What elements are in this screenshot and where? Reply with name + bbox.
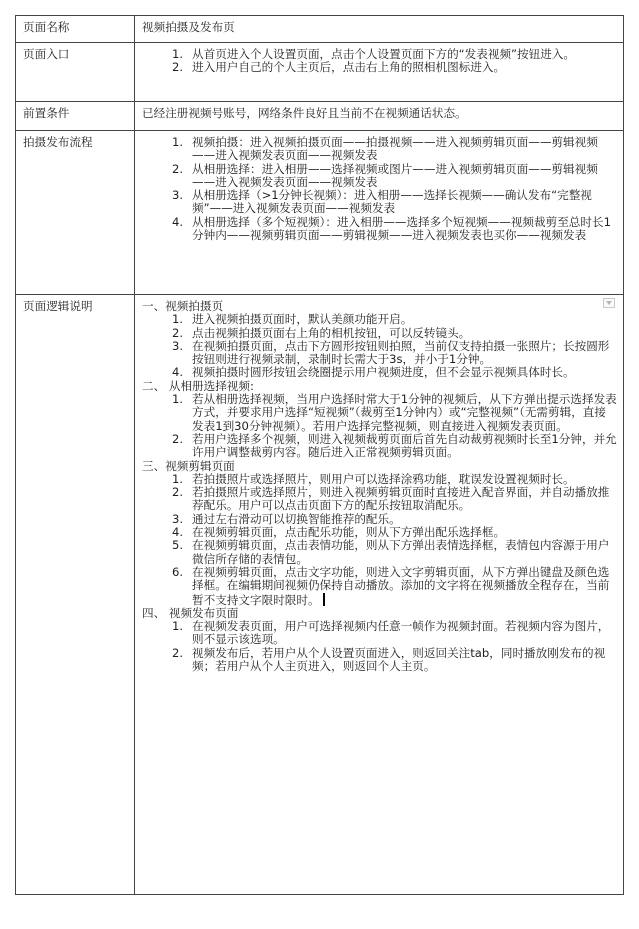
list-item: [142, 313, 617, 326]
section-title: 一、视频拍摄页: [142, 299, 224, 313]
section-list: [142, 313, 617, 379]
list-item: [142, 526, 617, 539]
label-logic: 页面逻辑说明: [16, 295, 135, 895]
list-number: 1.: [172, 471, 184, 486]
list-number: 2.: [172, 645, 184, 660]
list-number: 4.: [172, 365, 184, 380]
row-precondition: [16, 102, 624, 131]
list-text: 在视频发表页面，用户可选择视频内任意一帧作为视频封面。若视频内容为图片，则不显示该选项。: [192, 619, 610, 647]
list-number: 4.: [172, 525, 184, 540]
list-text: 若用户选择多个视频，则进入视频裁剪页面后首先自动裁剪视频时长至1分钟，并允许用户调整裁剪内容。随后进入正常视频剪辑页面。: [192, 431, 617, 460]
list-item: [142, 189, 617, 216]
chevron-down-icon[interactable]: [603, 298, 615, 308]
list-item: [142, 433, 617, 460]
flow-list: [142, 136, 617, 242]
label-page-entry: 页面入口: [16, 43, 135, 102]
list-number: 1.: [172, 392, 184, 407]
row-page-entry: [16, 43, 624, 102]
list-number: 4.: [172, 214, 184, 229]
list-number: 1.: [172, 619, 184, 634]
list-number: 2.: [172, 161, 184, 176]
list-number: 3.: [172, 511, 184, 526]
section-title: 二、 从相册选择视频:: [142, 378, 254, 393]
list-item: [142, 486, 617, 513]
list-item: [142, 647, 617, 674]
list-item: [142, 216, 617, 243]
list-text: 视频拍摄时圆形按钮会绕圈提示用户视频进度，但不会显示视频具体时长。: [192, 365, 575, 380]
row-logic: [16, 295, 624, 895]
list-number: 2.: [172, 485, 184, 500]
list-number: 3.: [172, 188, 184, 203]
row-page-name: [16, 16, 624, 43]
list-item: [142, 327, 617, 340]
value-logic: [135, 295, 624, 895]
list-text: 在视频剪辑页面，点击文字功能，则进入文字剪辑页面，从下方弹出键盘及颜色选择框。在编辑期间视频仍保持自动播放。添加的文字将在视频播放全程存在，当前暂不支持文字限时限时。: [192, 564, 610, 607]
entry-list: [142, 48, 617, 75]
list-number: 1.: [172, 47, 184, 61]
list-item: [142, 163, 617, 190]
label-precondition: 前置条件: [16, 102, 135, 131]
section-list: [142, 620, 617, 673]
list-number: 1.: [172, 312, 184, 327]
list-number: 2.: [172, 325, 184, 340]
list-text: 若从相册选择视频，当用户选择时常大于1分钟的视频后，从下方弹出提示选择发表方式，并要求用户选择“短视频”（裁剪至1分钟内）或“完整视频”（无需剪辑，直接发表1到30分钟视频）。若用户选择完整视频，则直接进入视频发表页面。: [192, 392, 617, 433]
list-text: 进入用户自己的个人主页后，点击右上角的照相机图标进入。: [192, 60, 506, 75]
label-flow: 拍摄发布流程: [16, 131, 135, 295]
section-list: [142, 393, 617, 459]
value-precondition: 已经注册视频号账号，网络条件良好且当前不在视频通话状态。: [135, 102, 624, 131]
list-item: [142, 340, 617, 367]
list-text: 点击视频拍摄页面右上角的相机按钮，可以反转镜头。: [192, 325, 471, 340]
list-item: [142, 366, 617, 379]
list-text: 从相册选择：进入相册——选择视频或图片——进入视频剪辑页面——剪辑视频——进入视频发表页面——视频发表: [192, 161, 598, 189]
list-text: 若拍摄照片或选择照片，则用户可以选择涂鸦功能，耽误发设置视频时长。: [192, 471, 575, 486]
list-item: [142, 136, 617, 163]
section-list: [142, 473, 617, 607]
list-text: 视频发布后，若用户从个人设置页面进入，则返回关注tab，同时播放刚发布的视频；若用户从个人主页进入，则返回个人主页。: [192, 645, 606, 674]
list-text: 若拍摄照片或选择照片，则进入视频剪辑页面时直接进入配音界面，并自动播放推荐配乐。用户可以点击页面下方的配乐按钮取消配乐。: [192, 485, 610, 513]
list-number: 5.: [172, 538, 184, 553]
list-item: [142, 473, 617, 486]
list-number: 1.: [172, 135, 184, 149]
list-item: [142, 566, 617, 607]
list-text: 在视频拍摄页面，点击下方圆形按钮则拍照，当前仅支持拍摄一张照片；长按圆形按钮则进行视频录制，录制时长需大于3s，并小于1分钟。: [192, 338, 610, 367]
list-text: 视频拍摄：进入视频拍摄页面——拍摄视频——进入视频剪辑页面——剪辑视频——进入视频发表页面——视频发表: [192, 135, 598, 163]
list-item: [142, 61, 617, 74]
row-flow: [16, 131, 624, 295]
list-number: 2.: [172, 60, 184, 75]
spec-table: [15, 15, 624, 895]
value-flow: [135, 131, 624, 295]
list-text: 从首页进入个人设置页面，点击个人设置页面下方的“发表视频”按钮进入。: [192, 47, 576, 61]
list-item: [142, 620, 617, 647]
list-text: 通过左右滑动可以切换智能推荐的配乐。: [192, 511, 401, 526]
list-text: 在视频剪辑页面，点击配乐功能，则从下方弹出配乐选择框。: [192, 525, 506, 540]
list-item: [142, 48, 617, 61]
section-title: 三、视频剪辑页面: [142, 458, 235, 473]
list-text: 从相册选择（多个短视频）：进入相册——选择多个短视频——视频裁剪至总时长1分钟内——视频剪辑页面——剪辑视频——进入视频发表也买你——视频发表: [192, 214, 611, 243]
value-page-entry: [135, 43, 624, 102]
label-page-name: 页面名称: [16, 16, 135, 43]
list-number: 2.: [172, 431, 184, 446]
list-item: [142, 393, 617, 433]
list-text: 在视频剪辑页面，点击表情功能，则从下方弹出表情选择框，表情包内容源于用户微信所存储的表情包。: [192, 538, 610, 566]
list-number: 3.: [172, 338, 184, 353]
list-text: 从相册选择（>1分钟长视频）：进入相册——选择长视频——确认发布“完整视频”——进入视频发表页面——视频发表: [192, 188, 592, 216]
list-item: [142, 513, 617, 526]
text-cursor: [323, 593, 325, 606]
list-item: [142, 539, 617, 566]
list-number: 6.: [172, 564, 184, 579]
value-page-name: 视频拍摄及发布页: [135, 16, 624, 43]
section-title: 四、 视频发布页面: [142, 605, 239, 620]
list-text: 进入视频拍摄页面时，默认美颜功能开启。: [192, 312, 413, 327]
